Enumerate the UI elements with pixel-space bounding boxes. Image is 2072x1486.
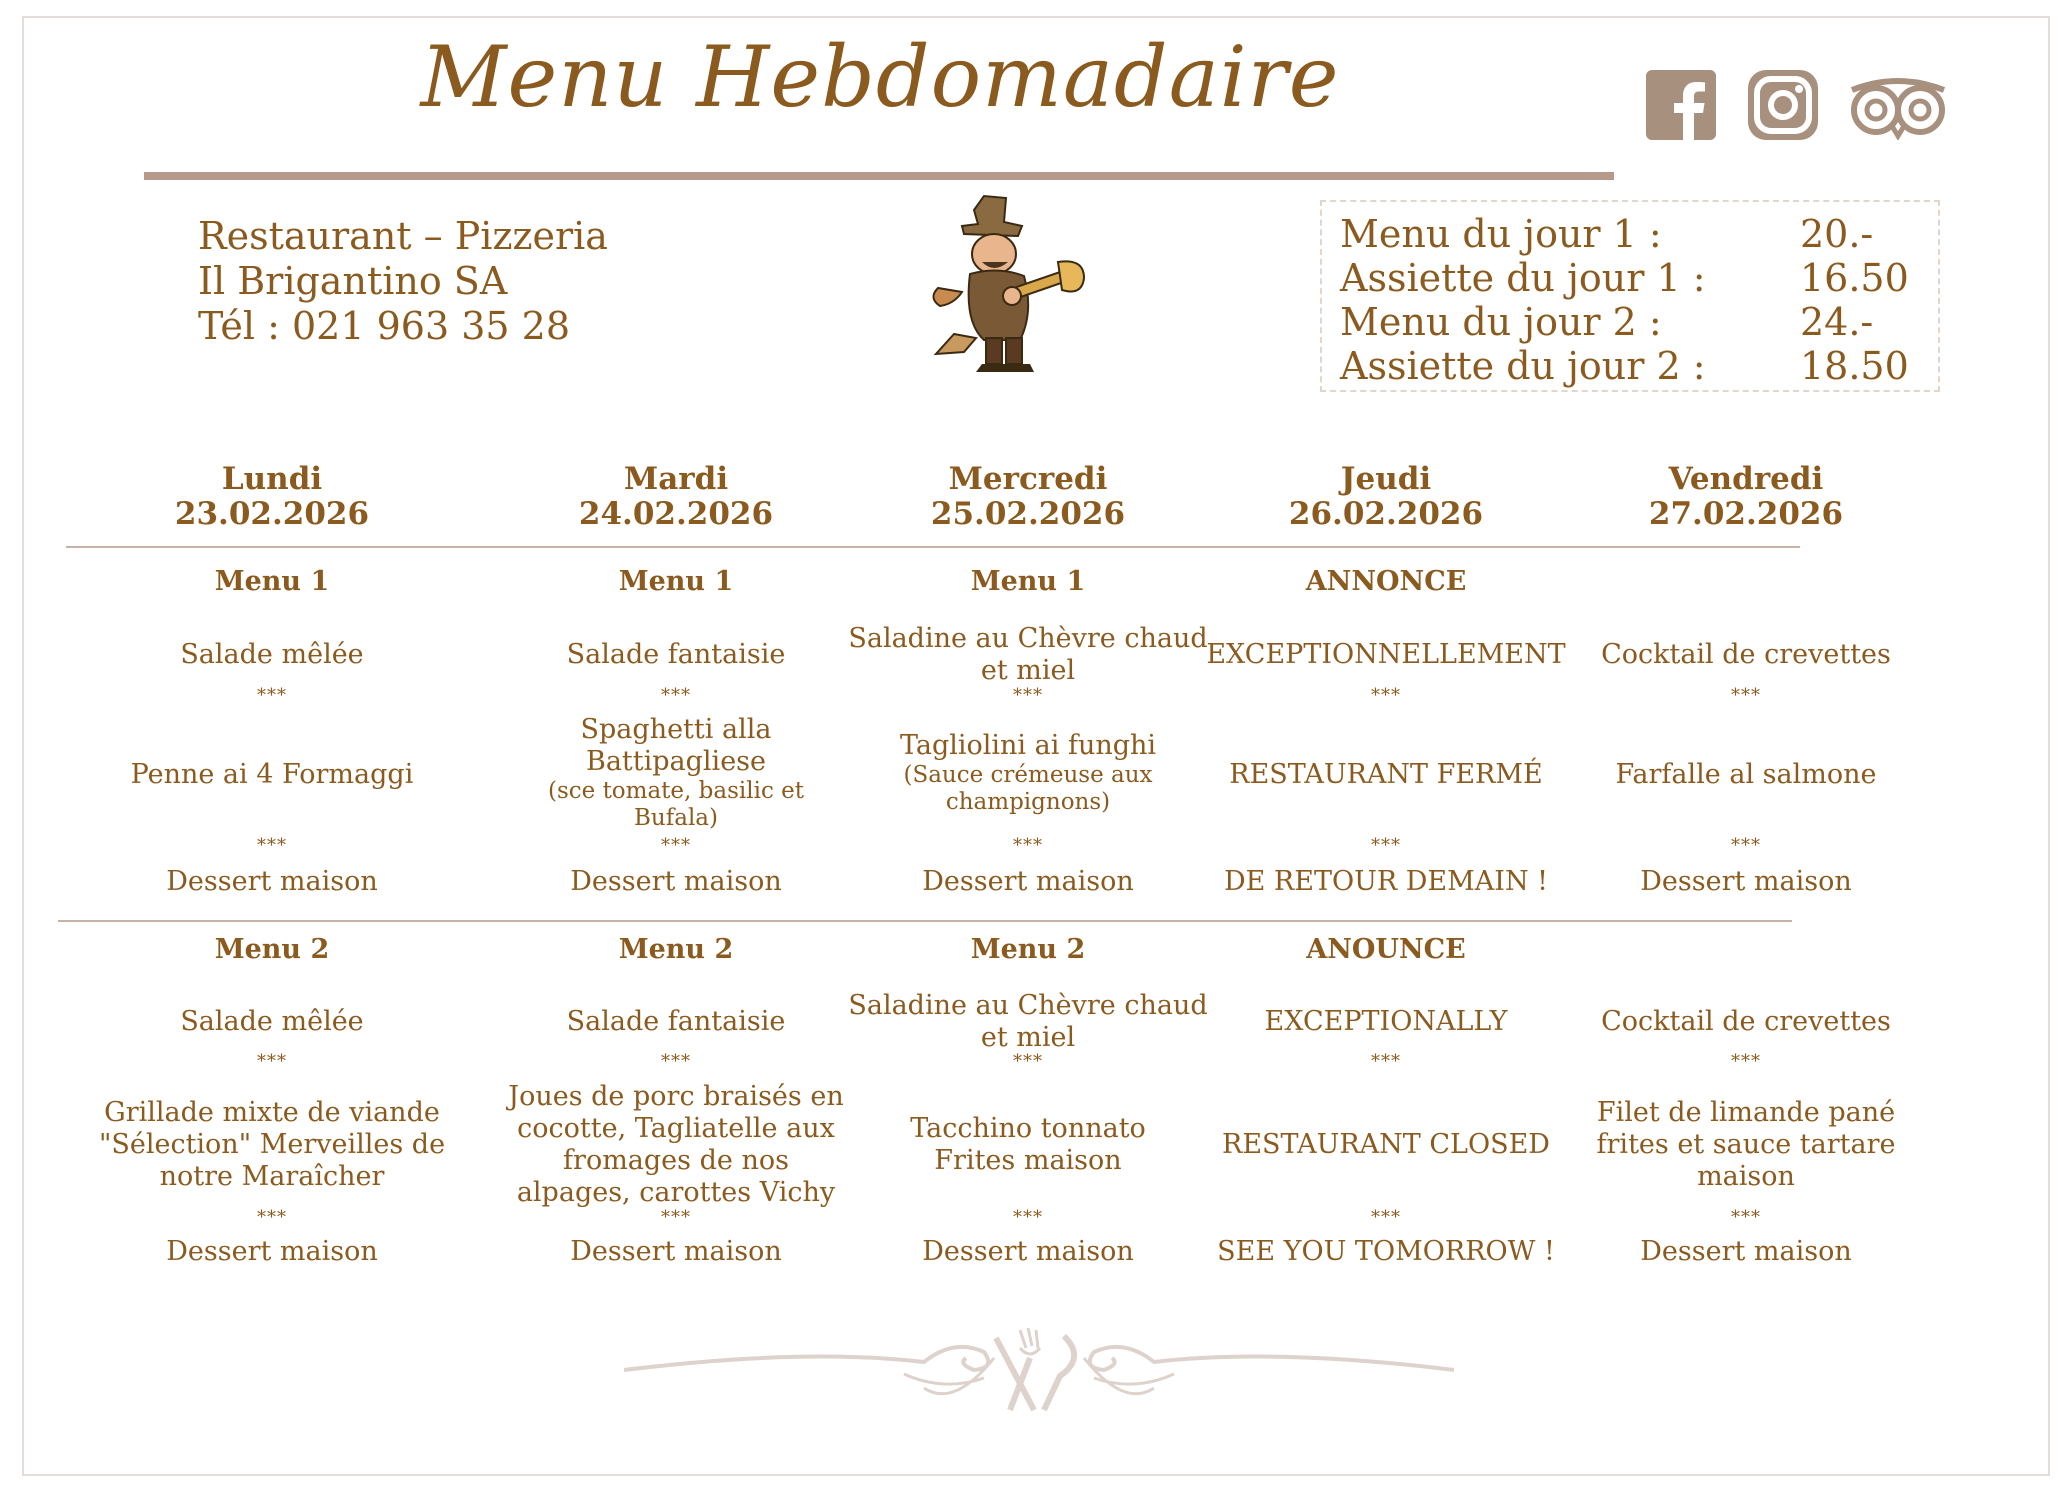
menu2-main: Tacchino tonnato Frites maison — [910, 1113, 1146, 1176]
separator: *** — [1013, 1051, 1043, 1072]
separator: *** — [257, 835, 287, 856]
menu2-starter: Saladine au Chèvre chaud et miel — [848, 990, 1208, 1053]
menu1-main-block — [516, 714, 836, 832]
menu1-starter: Cocktail de crevettes — [1601, 639, 1891, 670]
menu2-dessert: Dessert maison — [166, 1236, 378, 1267]
menu1-starter: Saladine au Chèvre chaud et miel — [848, 623, 1208, 686]
separator: *** — [1371, 1051, 1401, 1072]
menu2-starter: Salade fantaisie — [566, 1006, 786, 1037]
separator: *** — [1731, 685, 1761, 706]
separator: *** — [1013, 685, 1043, 706]
day-header-jeudi — [1206, 462, 1566, 532]
price-label: Assiette du jour 1 : — [1340, 256, 1706, 300]
day-name: Mardi — [623, 461, 729, 497]
menu1-main: Penne ai 4 Formaggi — [130, 759, 414, 790]
menu2-starter: Salade mêlée — [180, 1006, 364, 1037]
brigand-mascot-image — [924, 192, 1094, 372]
separator: *** — [257, 1207, 287, 1228]
day-name: Lundi — [221, 461, 323, 497]
page-title: Menu Hebdomadaire — [420, 28, 1340, 126]
menu1-title: Menu 1 — [970, 566, 1086, 597]
price-value: 16.50 — [1800, 256, 1909, 300]
day-header-vendredi — [1566, 462, 1926, 532]
day-date: 27.02.2026 — [1648, 496, 1844, 532]
day-name: Mercredi — [948, 461, 1108, 497]
menu2-main: Filet de limande pané frites et sauce tartare maison — [1596, 1097, 1896, 1192]
price-row — [1340, 344, 1920, 388]
daily-prices-box — [1320, 200, 1940, 392]
separator: *** — [1731, 835, 1761, 856]
menu2-title: Menu 2 — [970, 934, 1086, 965]
separator: *** — [1731, 1051, 1761, 1072]
price-label: Menu du jour 2 : — [1340, 300, 1662, 344]
day-name: Jeudi — [1340, 461, 1432, 497]
menu2-dessert: Dessert maison — [1640, 1236, 1852, 1267]
separator: *** — [1371, 685, 1401, 706]
separator: *** — [257, 685, 287, 706]
title-underline — [144, 172, 1614, 180]
price-row — [1340, 256, 1920, 300]
price-value: 20.- — [1800, 212, 1874, 256]
menu2-main: Joues de porc braisés en cocotte, Tagliatelle aux fromages de nos alpages, carottes Vichy — [508, 1081, 844, 1208]
menu1-title: Menu 1 — [214, 566, 330, 597]
menu1-title: Menu 1 — [618, 566, 734, 597]
menu1-main-block — [868, 730, 1188, 816]
menu1-dessert: Dessert maison — [166, 866, 378, 897]
separator: *** — [1731, 1207, 1761, 1228]
header-divider — [66, 546, 1800, 548]
menu1-dessert: Dessert maison — [570, 866, 782, 897]
price-row — [1340, 212, 1920, 256]
price-value: 18.50 — [1800, 344, 1909, 388]
announce-title-en: ANOUNCE — [1306, 934, 1466, 965]
menu-divider — [58, 920, 1792, 922]
announce-en-line2: RESTAURANT CLOSED — [1222, 1129, 1550, 1160]
menu2-dessert: Dessert maison — [922, 1236, 1134, 1267]
menu2-dessert: Dessert maison — [570, 1236, 782, 1267]
day-date: 25.02.2026 — [930, 496, 1126, 532]
separator: *** — [1013, 835, 1043, 856]
announce-title: ANNONCE — [1305, 566, 1467, 597]
instagram-icon[interactable] — [1748, 70, 1818, 140]
day-header-lundi — [92, 462, 452, 532]
menu1-dessert: Dessert maison — [1640, 866, 1852, 897]
facebook-icon[interactable] — [1646, 70, 1716, 140]
price-row — [1340, 300, 1920, 344]
tripadvisor-icon[interactable] — [1846, 70, 1950, 140]
menu1-main-note: (sce tomate, basilic et Bufala) — [547, 778, 805, 831]
separator: *** — [661, 1051, 691, 1072]
separator: *** — [661, 835, 691, 856]
announce-line3: DE RETOUR DEMAIN ! — [1223, 866, 1548, 897]
day-date: 23.02.2026 — [174, 496, 370, 532]
menu1-starter: Salade fantaisie — [566, 639, 786, 670]
day-header-mardi — [496, 462, 856, 532]
separator: *** — [1371, 835, 1401, 856]
menu2-starter: Cocktail de crevettes — [1601, 1006, 1891, 1037]
restaurant-name: Il Brigantino SA — [198, 259, 508, 303]
separator: *** — [257, 1051, 287, 1072]
separator: *** — [661, 1207, 691, 1228]
announce-en-line1: EXCEPTIONALLY — [1264, 1006, 1508, 1037]
menu2-title: Menu 2 — [214, 934, 330, 965]
menu2-title: Menu 2 — [618, 934, 734, 965]
day-date: 24.02.2026 — [578, 496, 774, 532]
menu1-main: Tagliolini ai funghi — [899, 730, 1157, 761]
menu1-main-note: (Sauce crémeuse aux champignons) — [903, 762, 1153, 815]
price-value: 24.- — [1800, 300, 1874, 344]
separator: *** — [661, 685, 691, 706]
announce-en-line3: SEE YOU TOMORROW ! — [1217, 1236, 1555, 1267]
announce-line1: EXCEPTIONNELLEMENT — [1206, 639, 1566, 670]
restaurant-info — [198, 214, 608, 349]
menu1-main: Farfalle al salmone — [1615, 759, 1877, 790]
price-label: Menu du jour 1 : — [1340, 212, 1662, 256]
menu1-dessert: Dessert maison — [922, 866, 1134, 897]
menu2-main: Grillade mixte de viande "Sélection" Merveilles de notre Maraîcher — [98, 1097, 446, 1192]
separator: *** — [1371, 1207, 1401, 1228]
announce-line2: RESTAURANT FERMÉ — [1229, 759, 1543, 790]
menu1-starter: Salade mêlée — [180, 639, 364, 670]
price-label: Assiette du jour 2 : — [1340, 344, 1706, 388]
separator: *** — [1013, 1207, 1043, 1228]
cutlery-flourish-ornament — [624, 1318, 1454, 1418]
day-header-mercredi — [848, 462, 1208, 532]
restaurant-type: Restaurant – Pizzeria — [198, 214, 608, 258]
day-name: Vendredi — [1668, 461, 1824, 497]
restaurant-phone: Tél : 021 963 35 28 — [198, 304, 571, 348]
menu1-main: Spaghetti alla Battipagliese — [580, 714, 772, 777]
day-date: 26.02.2026 — [1288, 496, 1484, 532]
